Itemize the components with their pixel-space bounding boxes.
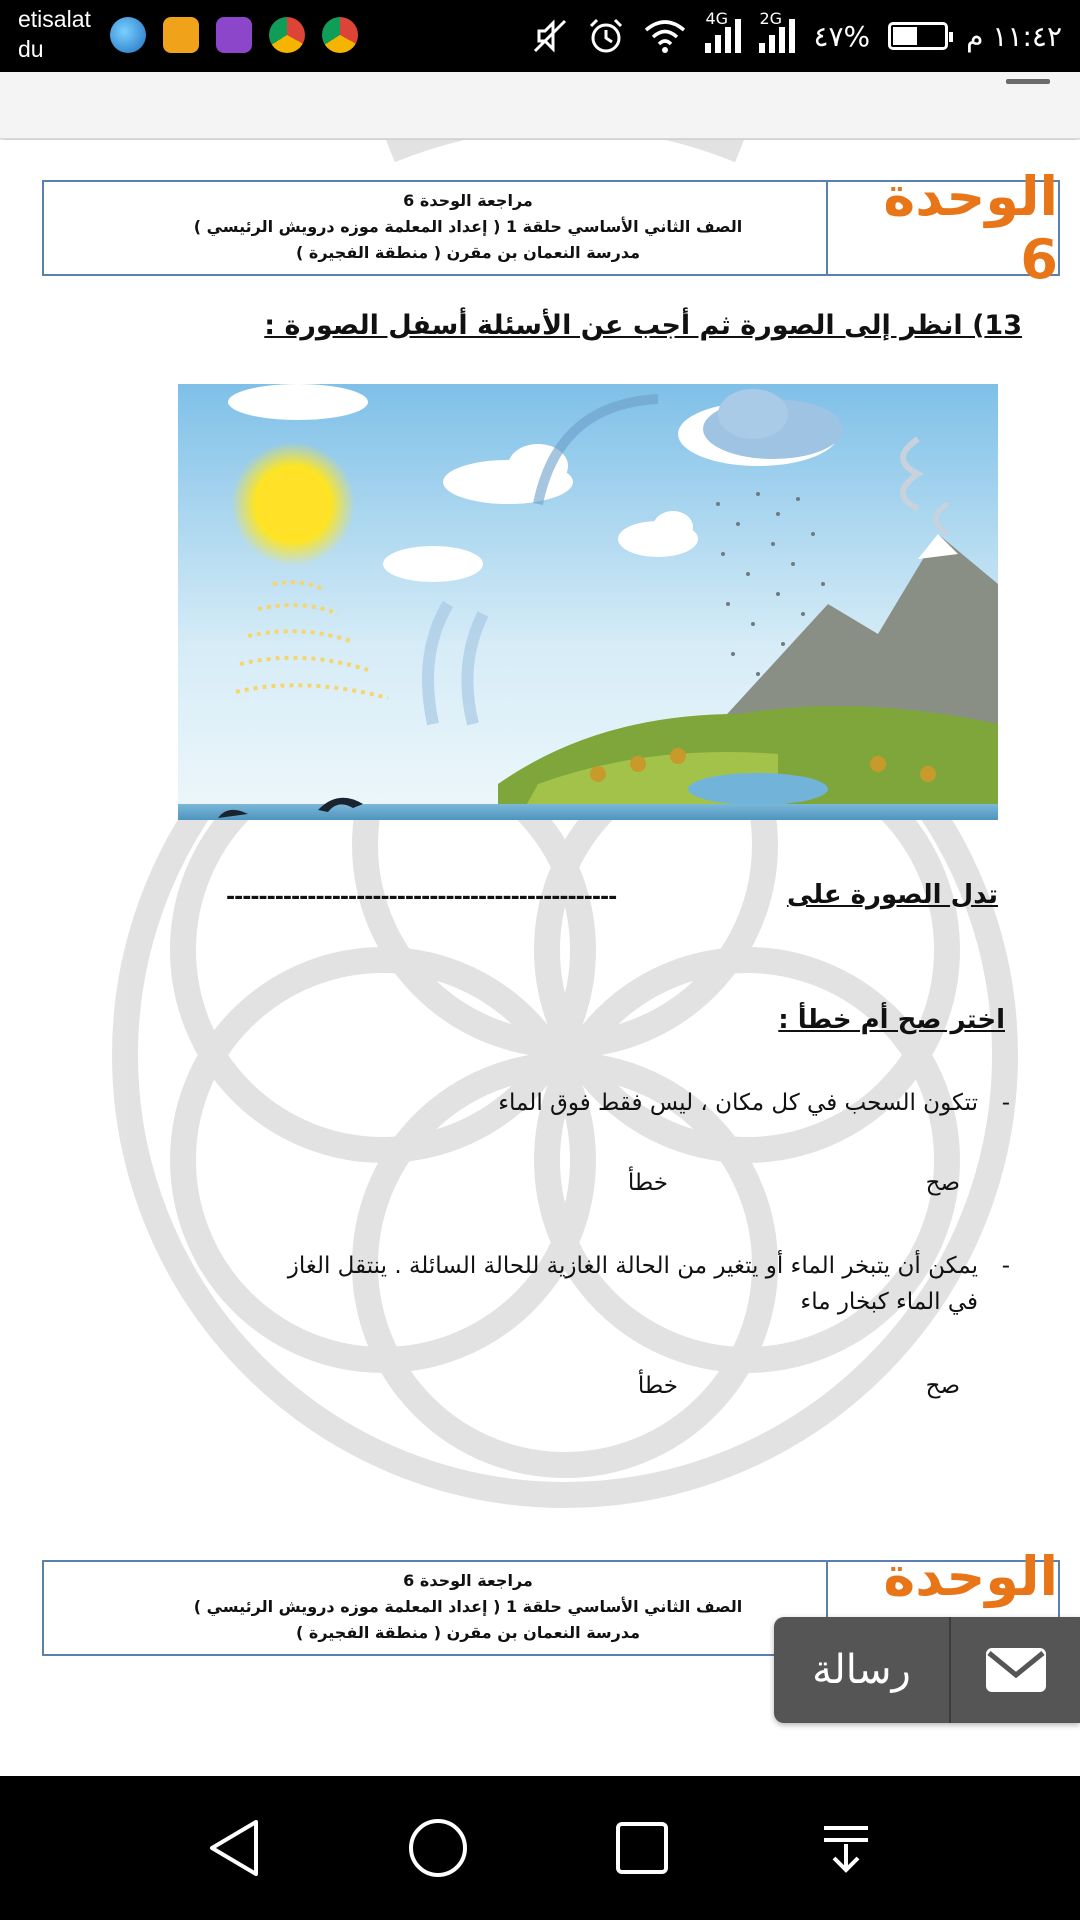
header-line-3: مدرسة النعمان بن مقرن ( منطقة الفجيرة ) bbox=[295, 1623, 640, 1642]
statement-marker: - bbox=[1001, 1090, 1010, 1116]
carrier-line-2: du bbox=[18, 36, 44, 62]
status-indicators bbox=[531, 9, 1062, 60]
header-line-1: مراجعة الوحدة 6 bbox=[403, 191, 533, 210]
status-bar bbox=[0, 0, 1080, 72]
network-type-2: 2G bbox=[759, 9, 783, 28]
files-icon bbox=[163, 17, 199, 53]
answer-blank[interactable]: ------------------------------------------------ bbox=[226, 885, 617, 910]
true-false-title: اختر صح أم خطأ : bbox=[778, 1005, 1005, 1035]
chrome-icon bbox=[269, 17, 305, 53]
indicates-prompt bbox=[787, 880, 998, 910]
unit-label: الوحدة bbox=[826, 1562, 1058, 1654]
message-label: رسالة bbox=[812, 1647, 911, 1693]
recents-icon[interactable] bbox=[600, 1806, 684, 1890]
menu-handle-icon[interactable] bbox=[1006, 79, 1050, 84]
statement-2 bbox=[80, 1248, 1010, 1320]
header-line-3: مدرسة النعمان بن مقرن ( منطقة الفجيرة ) bbox=[295, 243, 640, 262]
signal-2g-icon bbox=[759, 9, 795, 53]
statement-text-line-1: يمكن أن يتبخر الماء أو يتغير من الحالة الغازية للحالة السائلة . ينتقل الغاز bbox=[287, 1253, 978, 1279]
browser-icon bbox=[110, 17, 146, 53]
true-option-1[interactable]: صح bbox=[925, 1170, 960, 1196]
header-info bbox=[118, 188, 818, 266]
unit-label: الوحدة 6 bbox=[826, 182, 1058, 274]
network-type-1: 4G bbox=[705, 9, 729, 28]
indicates-label: تدل الصورة على bbox=[786, 880, 998, 910]
statement-1 bbox=[498, 1085, 1010, 1121]
statement-text-line-2: في الماء كبخار ماء bbox=[800, 1289, 978, 1315]
false-option-2[interactable]: خطأ bbox=[637, 1373, 678, 1399]
wifi-icon bbox=[643, 18, 687, 54]
document-page[interactable] bbox=[0, 140, 1080, 1776]
statement-marker: - bbox=[1001, 1253, 1010, 1279]
header-line-2: الصف الثاني الأساسي حلقة 1 ( إعداد المعلمة موزه درويش الرئيسي ) bbox=[193, 1597, 743, 1616]
worksheet-header bbox=[42, 165, 1060, 291]
alarm-icon bbox=[587, 17, 625, 55]
true-option-2[interactable]: صح bbox=[925, 1373, 960, 1399]
carrier-line-1: etisalat bbox=[18, 6, 91, 32]
header-line-1: مراجعة الوحدة 6 bbox=[403, 1571, 533, 1590]
back-icon[interactable] bbox=[192, 1806, 276, 1890]
battery-icon bbox=[888, 22, 948, 50]
header-info bbox=[118, 1568, 818, 1646]
chrome-icon bbox=[322, 17, 358, 53]
notification-icons bbox=[110, 17, 358, 55]
home-icon[interactable] bbox=[396, 1806, 480, 1890]
gallery-icon bbox=[216, 17, 252, 53]
false-option-1[interactable]: خطأ bbox=[627, 1170, 668, 1196]
notification-pull-icon[interactable] bbox=[804, 1806, 888, 1890]
statement-text: تتكون السحب في كل مكان ، ليس فقط فوق الماء bbox=[498, 1090, 978, 1116]
message-button[interactable] bbox=[774, 1617, 1080, 1723]
question-title: 13) انظر إلى الصورة ثم أجب عن الأسئلة أسفل الصورة : bbox=[264, 310, 1022, 341]
carrier-name bbox=[18, 4, 91, 64]
mute-icon bbox=[531, 17, 569, 55]
header-line-2: الصف الثاني الأساسي حلقة 1 ( إعداد المعلمة موزه درويش الرئيسي ) bbox=[193, 217, 743, 236]
water-cycle-image bbox=[178, 384, 998, 820]
navigation-bar bbox=[0, 1776, 1080, 1920]
battery-percent: %٤٧ bbox=[813, 19, 871, 53]
signal-4g-icon bbox=[705, 9, 741, 53]
app-toolbar bbox=[0, 72, 1080, 139]
clock: ١١:٤٢ م bbox=[966, 19, 1062, 53]
envelope-icon bbox=[951, 1647, 1080, 1693]
